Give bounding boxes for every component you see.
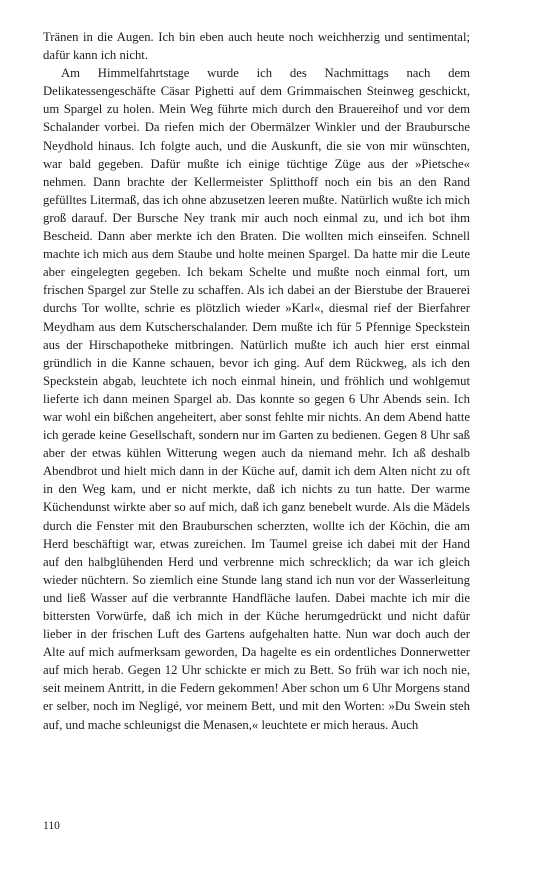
paragraph-ascension-day: Am Himmelfahrtstage wurde ich des Nachmittags nach dem Delikatessengeschäfte Cäsar Pighetti auf dem Grimmaischen Steinweg geschickt, um Spargel zu holen. Mein Weg führte mich durch den Brauereihof und vor dem Schalander vorbei. Da riefen mich der Obermälzer Winkler und der Braubursche Neydhold hinaus. Ich folgte auch, und die Auskunft, die sie von mir wünschten, war bald gegeben. Dafür mußte ich einige tüchtige Züge aus der »Pietsche« nehmen. Dann brachte der Kellermeister Splitthoff noch ein bis an den Rand gefülltes Litermaß, das ich ohne abzusetzen leeren mußte. Natürlich wußte ich mich groß darauf. Der Bursche Ney trank mir auch noch einmal zu, und ich bot ihm Bescheid. Dann aber merkte ich den Braten. Die wollten mich einseifen. Schnell machte ich mich aus dem Staube und holte meinen Spargel. Da hatte mir die Leute aber eingelegten gegeben. Ich bekam Schelte und mußte noch einmal fort, um frischen Spargel zur Stelle zu schaffen. Als ich dabei an der Bierstube der Brauerei durchs Tor wollte, schrie es plötzlich wieder »Karl«, diesmal rief der Bierfahrer Meydham aus dem Kutscherschalander. Dem mußte ich für 5 Pfennige Speckstein aus der Hirschapotheke mitbringen. Natürlich mußte ich auch hier erst einmal gründlich in die Kanne schauen, bevor ich ging. Auf dem Rückweg, als ich den Speckstein abgab, leuchtete ich noch einmal hinein, und fröhlich und wohlgemut lieferte ich dann meinen Spargel ab. Das konnte so gegen 6 Uhr Abends sein. Ich war wohl ein bißchen angeheitert, aber sonst fehlte mir nichts. An dem Abend hatte ich gerade keine Gesellschaft, sondern nur im Garten zu bedienen. Gegen 8 Uhr saß aber der etwas kühlen Witterung wegen auch da niemand mehr. Ich aß deshalb Abendbrot und hielt mich dann in der Küche auf, damit ich dem Alten nicht zu oft in den Weg kam, und er nicht merkte, daß ich nichts zu tun hatte. Der warme Küchendunst wirkte aber so auf mich, daß ich ganz benebelt wurde. Als die Mädels durch die Fenster mit den Brauburschen scherzten, wollte ich der Köchin, die am Herd beschäftigt war, etwas zureichen. Im Taumel greise ich dabei mit der Hand auf den halbglühenden Herd und verbrenne mich schrecklich; da war ich gleich wieder nüchtern. So ziemlich eine Stunde lang stand ich nun vor der Wasserleitung und ließ Wasser auf die verbrannte Handfläche laufen. Dabei machte ich mir die bittersten Vorwürfe, daß ich mich in der Küche herumgedrückt und nicht dafür lieber in der frischen Luft des Gartens aufgehalten hatte. Nun war doch auch der Alte auf mich aufmerksam geworden, Da hagelte es ein ordentliches Donnerwetter auf mich herab. Gegen 12 Uhr schickte er mich zu Bett. So früh war ich noch nie, seit meinem Antritt, in die Federn gekommen! Aber schon um 6 Uhr Morgens stand er selber, noch im Negligé, vor meinem Bett, und mit den Worten: »Du Swein steh auf, und mache schleunigst die Menasen,« leuchtete er mich heraus. Auch bbox=[43, 66, 470, 732]
page-body bbox=[43, 28, 470, 734]
paragraph-continuation: Tränen in die Augen. Ich bin eben auch heute noch weichherzig und sentimental; dafür kann ich nicht. bbox=[43, 30, 470, 63]
page-number: 110 bbox=[43, 820, 60, 832]
